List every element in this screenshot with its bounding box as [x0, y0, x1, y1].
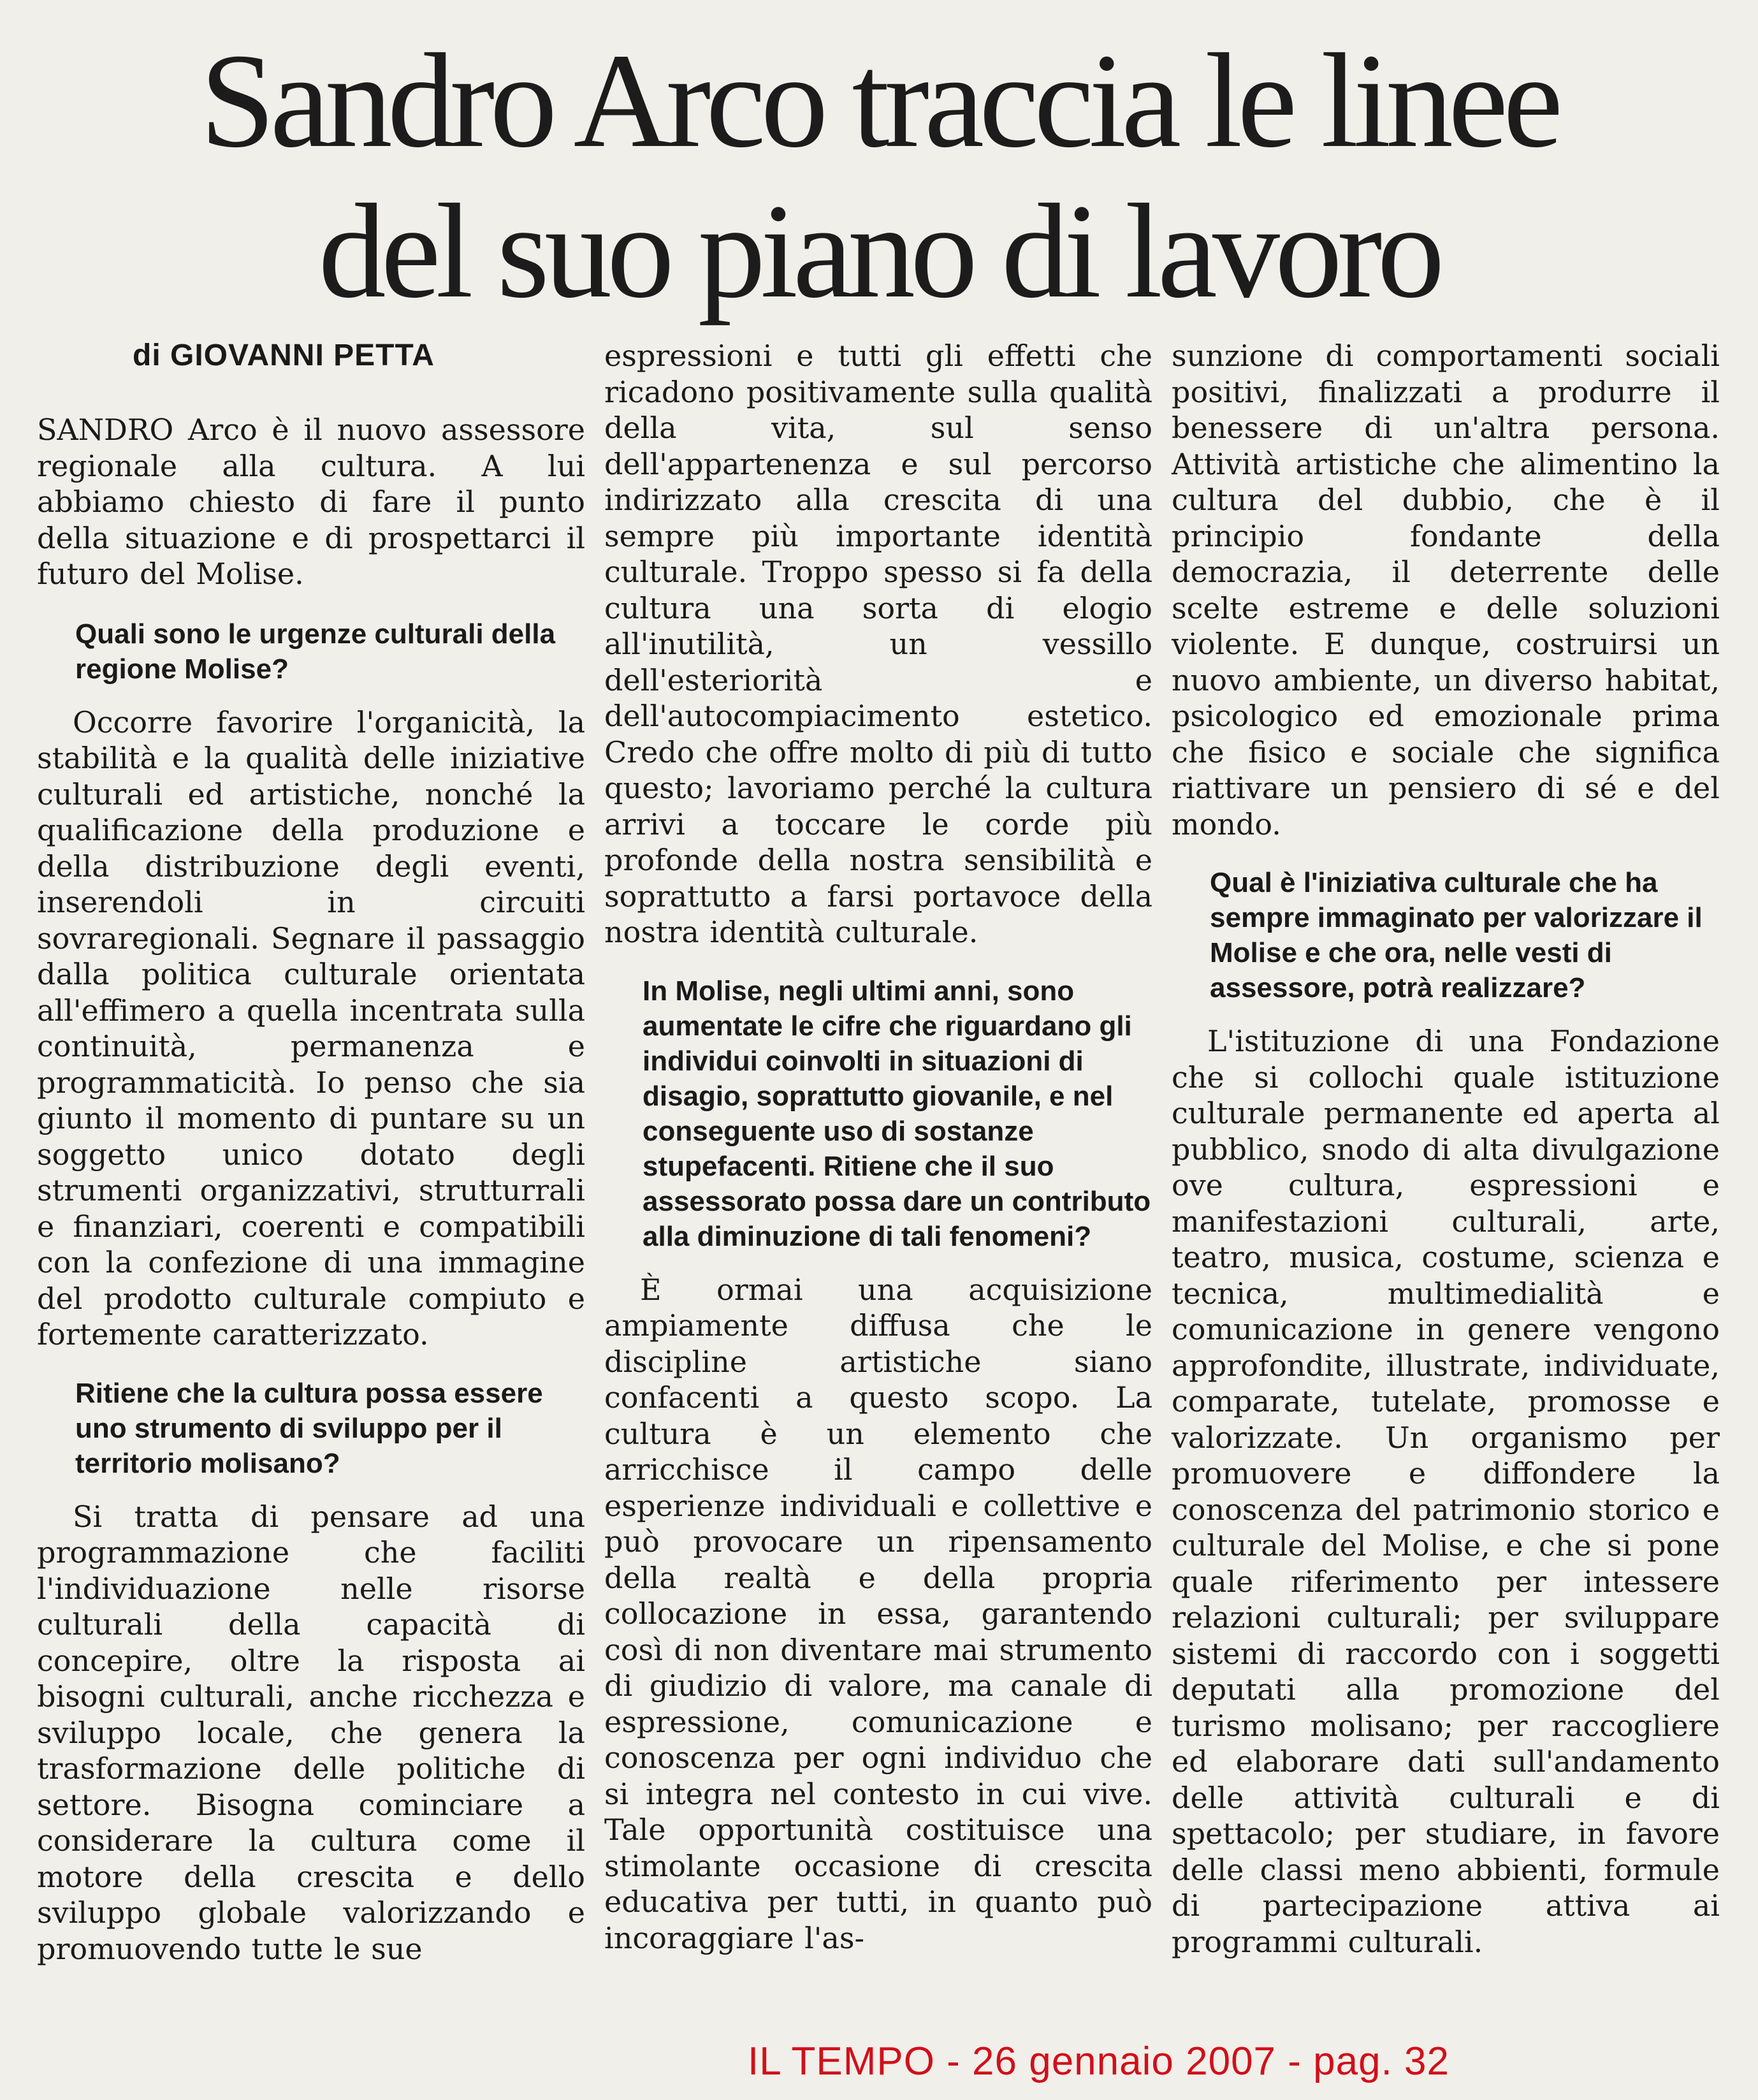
headline: [0, 26, 1758, 326]
answer-4: L'istituzione di una Fondazione che si collochi quale istituzione culturale permanente ed aperta al pubblico, snodo di alta divulgazione ove cultura, espressioni e manifestazioni culturali, arte, teatro, musica, costume, scienza e tecnica, multimedialità e comunicazione in genere vengono approfondite, illustrate, individuate, comparate, tutelate, promosse e valorizzate. Un organismo per promuovere e diffondere la conoscenza del patrimonio storico e culturale del Molise, e che si pone quale riferimento per intessere relazioni culturali; per sviluppare sistemi di raccordo con i soggetti deputati alla promozione del turismo molisano; per raccogliere ed elaborare dati sull'andamento delle attività culturali e di spettacolo; per studiare, in favore delle classi meno abbienti, formule di partecipazione attiva ai programmi culturali.: [1172, 1024, 1720, 1959]
answer-2-part-2: espressioni e tutti gli effetti che ricadono positivamente sulla qualità della vita, sul senso dell'appartenenza e sul percorso indirizzato alla crescita di una sempre più importante identità culturale. Troppo spesso si fa della cultura una sorta di elogio all'inutilità, un vessillo dell'esteriorità e dell'autocompiacimento estetico. Credo che offre molto di più di tutto questo; lavoriamo perché la cultura arrivi a toccare le corde più profonde della nostra sensibilità e soprattutto a farsi portavoce della nostra identità culturale.: [604, 339, 1152, 949]
answer-2-part-1: Si tratta di pensare ad una programmazione che faciliti l'individuazione nelle risorse culturali della capacità di concepire, oltre la risposta ai bisogni culturali, anche ricchezza e sviluppo locale, che genera la trasformazione delle politiche di settore. Bisogna cominciare a considerare la cultura come il motore della crescita e dello sviluppo globale valorizzando e promuovendo tutte le sue: [37, 1499, 585, 1966]
article-column-3: [1172, 338, 1720, 1960]
question-1: Quali sono le urgenze culturali della regione Molise?: [75, 618, 556, 685]
question-4: Qual è l'iniziativa culturale che ha sempre immaginato per valorizzare il Molise e che ora, nelle vesti di assessore, potrà realizzare?: [1210, 867, 1703, 1003]
source-caption: IL TEMPO - 26 gennaio 2007 - pag. 32: [739, 2039, 1458, 2084]
headline-line-2: del suo piano di lavoro: [318, 176, 1440, 326]
question-3: In Molise, negli ultimi anni, sono aumentate le cifre che riguardano gli individui coinvolti in situazioni di disagio, soprattutto giovanile, e nel conseguente uso di sostanze stupefacenti. Ritiene che il suo assessorato possa dare un contributo alla diminuzione di tali fenomeni?: [643, 975, 1151, 1252]
byline: di GIOVANNI PETTA: [133, 339, 435, 372]
article-column-1: [37, 338, 585, 1967]
intro-paragraph: SANDRO Arco è il nuovo assessore regionale alla cultura. A lui abbiamo chiesto di fare il punto della situazione e di prospettarci il futuro del Molise.: [37, 412, 585, 591]
answer-3-part-2: sunzione di comportamenti sociali positivi, finalizzati a produrre il benessere di un'altra persona. Attività artistiche che alimentino la cultura del dubbio, che è il principio fondante della democrazia, il deterrente delle scelte estreme e delle soluzioni violente. E dunque, costruirsi un nuovo ambiente, un diverso habitat, psicologico ed emozionale prima che fisico e sociale che significa riattivare un pensiero di sé e del mondo.: [1172, 339, 1720, 842]
article-column-2: [604, 338, 1152, 1956]
question-2: Ritiene che la cultura possa essere uno strumento di sviluppo per il territorio molisano?: [75, 1377, 543, 1479]
answer-3-part-1: È ormai una acquisizione ampiamente diffusa che le discipline artistiche siano confacenti a questo scopo. La cultura è un elemento che arricchisce il campo delle esperienze individuali e collettive e può provocare un ripensamento della realtà e della propria collocazione in essa, garantendo così di non diventare mai strumento di giudizio di valore, ma canale di espressione, comunicazione e conoscenza per ogni individuo che si integra nel contesto in cui vive. Tale opportunità costituisce una stimolante occasione di crescita educativa per tutti, in quanto può incoraggiare l'as-: [604, 1272, 1152, 1955]
answer-1: Occorre favorire l'organicità, la stabilità e la qualità delle iniziative culturali ed artistiche, nonché la qualificazione della produzione e della distribuzione degli eventi, inserendoli in circuiti sovraregionali. Segnare il passaggio dalla politica culturale orientata all'effimero a quella incentrata sulla continuità, permanenza e programmaticità. Io penso che sia giunto il momento di puntare su un soggetto unico dotato degli strumenti organizzativi, strutturrali e finanziari, coerenti e compatibili con la confezione di una immagine del prodotto culturale compiuto e fortemente caratterizzato.: [37, 704, 585, 1352]
headline-line-1: Sandro Arco traccia le linee: [200, 26, 1558, 175]
